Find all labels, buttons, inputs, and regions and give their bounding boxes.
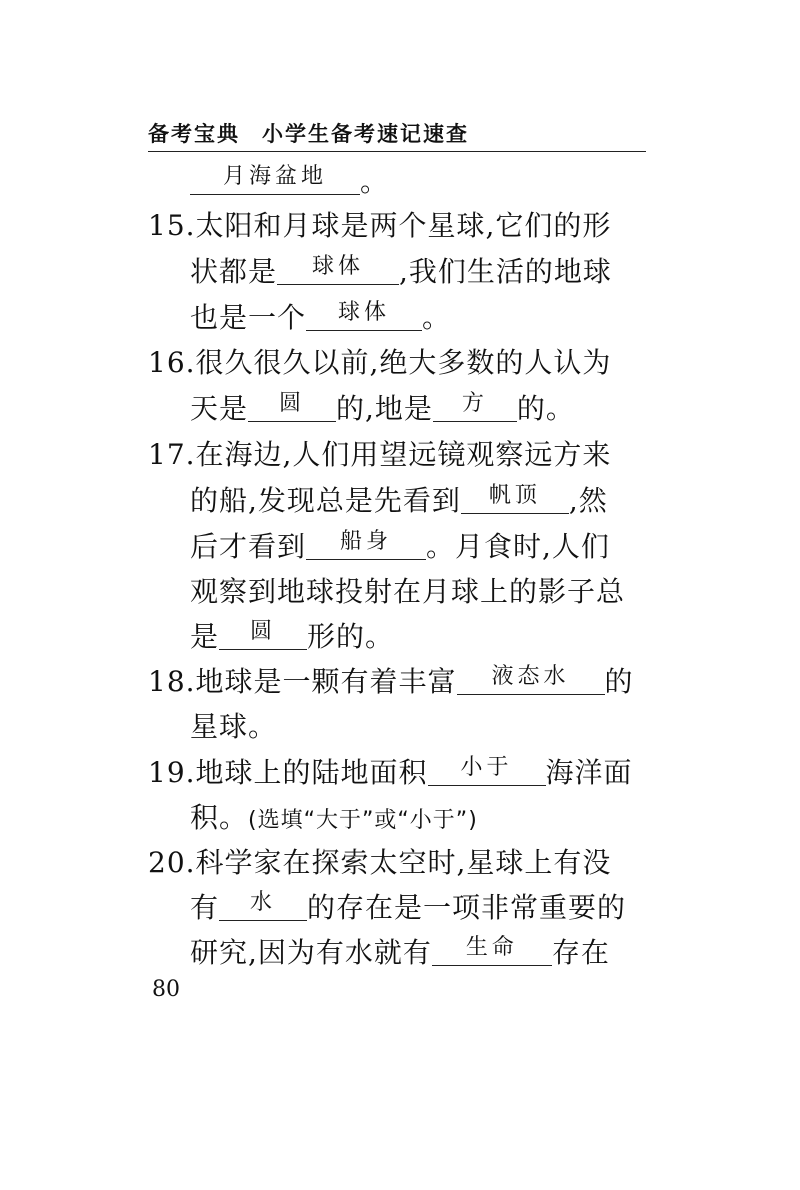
book-subtitle: 小学生备考速记速查 [262,122,469,146]
question-17-line-1: 17.在海边,人们用望远镜观察远方来 [148,435,611,475]
question-number: 19. [148,756,196,789]
answer-blank: 小于 [428,753,546,786]
question-19-line-1: 19.地球上的陆地面积 小于 海洋面 [148,753,633,793]
question-16-line-1: 16.很久很久以前,绝大多数的人认为 [148,343,611,383]
question-number: 17. [148,438,196,471]
answer-blank: 液态水 [457,662,605,695]
answer-blank: 水 [219,888,307,921]
running-header [148,118,646,150]
answer-blank: 圆 [219,617,307,650]
continuation-line: 月海盆地 。 [190,162,389,202]
question-number: 20. [148,846,196,879]
answer-blank: 圆 [248,389,336,422]
answer-blank: 方 [433,389,517,422]
question-15-line-2: 状都是 球体 ,我们生活的地球 [190,254,612,288]
answer-blank: 帆顶 [461,481,569,514]
question-number: 15. [148,209,196,242]
answer-blank: 船身 [306,527,426,560]
question-18-line-1: 18.地球是一颗有着丰富 液态水 的 [148,662,634,702]
question-18-line-2: 星球。 [190,710,278,743]
question-17-line-4: 观察到地球投射在月球上的影子总 [190,575,626,608]
header-divider [148,151,646,152]
question-17-line-5: 是 圆 形的。 [190,619,395,653]
question-20-line-2: 有 水 的存在是一项非常重要的 [190,890,627,924]
question-number: 18. [148,665,196,698]
hint-note: (选填“大于”或“小于”) [248,808,478,833]
question-17-line-2: 的船,发现总是先看到 帆顶 ,然 [190,483,608,517]
question-15-line-1: 15.太阳和月球是两个星球,它们的形 [148,206,611,246]
question-20-line-3: 研究,因为有水就有 生命 存在 [190,935,610,969]
question-17-line-3: 后才看到 船身 。月食时,人们 [190,529,610,563]
answer-blank: 月海盆地 [190,162,360,195]
answer-blank: 球体 [277,252,399,285]
page-number: 80 [152,977,180,1002]
book-title: 备考宝典 [148,122,240,146]
answer-blank: 球体 [306,298,422,331]
question-20-line-1: 20.科学家在探索太空时,星球上有没 [148,843,611,883]
question-19-line-2: 积。(选填“大于”或“小于”) [190,801,478,834]
question-16-line-2: 天是 圆 的,地是 方 的。 [190,391,575,425]
question-15-line-3: 也是一个 球体 。 [190,300,452,334]
answer-blank: 生命 [432,933,552,966]
question-number: 16. [148,346,196,379]
